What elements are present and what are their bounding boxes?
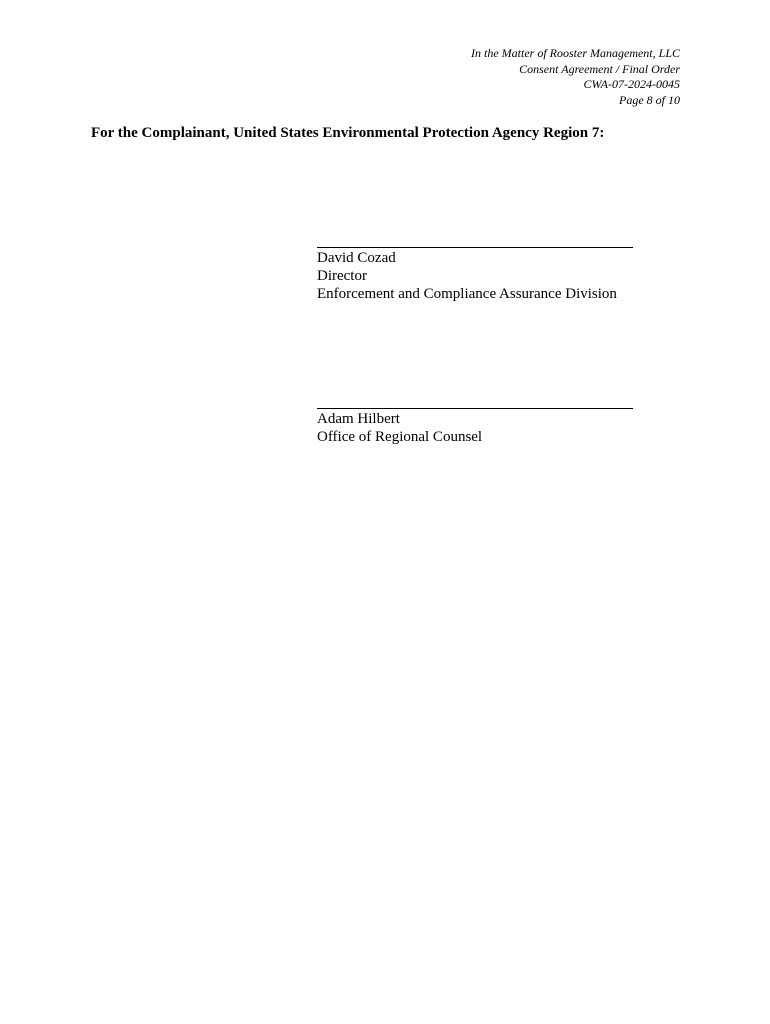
signature-line	[317, 393, 633, 409]
signatory-office: Office of Regional Counsel	[317, 429, 483, 445]
complainant-heading: For the Complainant, United States Environmental Protection Agency Region 7:	[91, 125, 605, 141]
header-page-number: Page 8 of 10	[619, 92, 680, 107]
signature-line	[317, 232, 633, 248]
signatory-title: Director	[317, 268, 367, 284]
signature-block-hilbert	[317, 393, 633, 446]
signature-block-cozad	[317, 232, 633, 303]
running-header	[471, 46, 680, 108]
header-document-type: Consent Agreement / Final Order	[519, 61, 680, 76]
signatory-name: Adam Hilbert	[317, 411, 400, 427]
signatory-name: David Cozad	[317, 250, 396, 266]
header-docket-number: CWA-07-2024-0045	[583, 77, 680, 91]
header-case-title: In the Matter of Rooster Management, LLC	[471, 46, 680, 60]
signatory-division: Enforcement and Compliance Assurance Division	[317, 286, 617, 302]
